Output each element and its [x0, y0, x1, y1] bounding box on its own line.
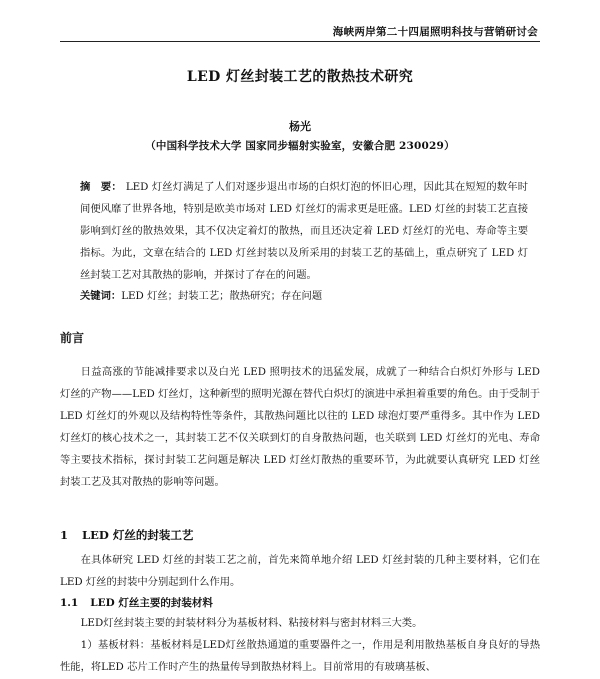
subsection-1-1-paragraph-2: 1）基板材料：基板材料是LED灯丝散热通道的重要器件之一，作用是利用散热基板自身良好的导热性能，将LED 芯片工作时产生的热量传导到散热材料上。目前常用的有玻璃基板、	[60, 639, 540, 673]
running-header: 海峡两岸第二十四届照明科技与营销研讨会	[332, 26, 538, 38]
section-number: 1	[60, 528, 69, 542]
subsection-heading-1-1	[60, 595, 213, 610]
author-affiliation: （中国科学技术大学 国家同步辐射实验室，安徽合肥 230029）	[145, 140, 455, 152]
keywords-label: 关键词：	[80, 290, 122, 302]
preface-paragraph: 日益高涨的节能减排要求以及白光 LED 照明技术的迅猛发展，成就了一种结合白炽灯外形与 LED 灯丝的产物——LED 灯丝灯，这种新型的照明光源在替代白炽灯的演进中承担着重要的角色。由于受制于 LED 灯丝灯的外观以及结构特性等条件，其散热问题比以往的 LED 球泡灯要严重得多。其中作为 LED 灯丝灯的核心技术之一，其封装工艺不仅关联到灯的自身散热问题，也关联到 LED 灯丝灯的光电、寿命等主要技术指标，探讨封装工艺问题是解决 LED 灯丝灯散热的重要环节，为此就要认真研究 LED 灯丝封装工艺及其对散热的影响等问题。	[60, 366, 540, 488]
subsection-number: 1.1	[60, 597, 79, 609]
subsection-title: LED 灯丝主要的封装材料	[90, 597, 213, 609]
section-heading-1	[60, 527, 193, 543]
keywords	[80, 285, 528, 307]
subsection-1-1-paragraph: LED灯丝封装主要的封装材料分为基板材料、粘接材料与密封材料三大类。	[80, 617, 423, 629]
abstract-text: LED 灯丝灯满足了人们对逐步退出市场的白炽灯泡的怀旧心理，因此其在短短的数年时间便风靡了世界各地，特别是欧美市场对 LED 灯丝灯的需求更是旺盛。LED 灯丝的封装工艺直接影响到灯丝的散热效果，其不仅决定着灯的散热，而且还决定着 LED 灯丝灯的光电、寿命等主要指标。为此，文章在结合的 LED 灯丝封装以及所采用的封装工艺的基础上，重点研究了 LED 灯丝封装工艺对其散热的影响，并探讨了存在的问题。	[80, 181, 528, 281]
abstract	[80, 176, 528, 286]
section-title: LED 灯丝的封装工艺	[82, 528, 194, 542]
section-heading-preface: 前言	[60, 331, 85, 345]
abstract-label: 摘 要：	[80, 181, 122, 193]
header-rule	[60, 41, 540, 42]
author-name: 杨光	[289, 120, 311, 133]
paper-title: LED 灯丝封装工艺的散热技术研究	[186, 69, 414, 85]
keywords-text: LED 灯丝；封装工艺；散热研究；存在问题	[121, 290, 323, 302]
section-1-paragraph: 在具体研究 LED 灯丝的封装工艺之前，首先来简单地介绍 LED 灯丝封装的几种主要材料，它们在 LED 灯丝的封装中分别起到什么作用。	[60, 554, 540, 588]
